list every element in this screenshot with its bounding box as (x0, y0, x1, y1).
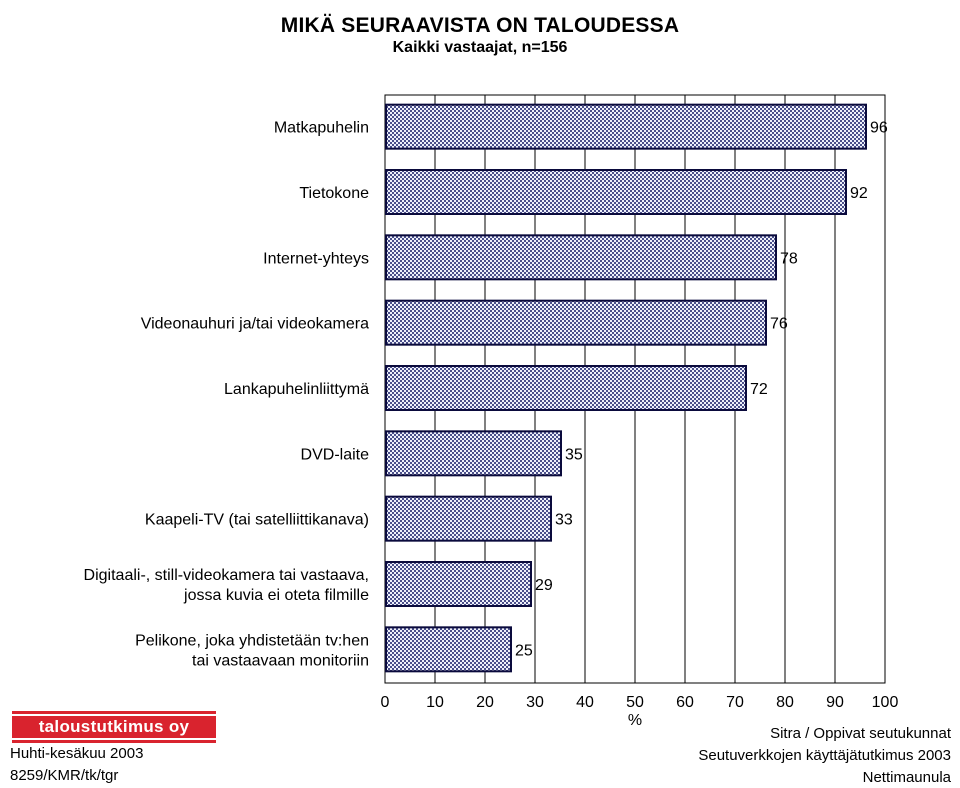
footer-date: Huhti-kesäkuu 2003 (10, 745, 144, 762)
chart-subtitle: Kaikki vastaajat, n=156 (392, 39, 568, 56)
chart-title: MIKÄ SEURAAVISTA ON TALOUDESSA (280, 14, 680, 37)
data-label: 72 (750, 381, 768, 398)
bar (386, 105, 866, 149)
x-tick-label: 40 (576, 694, 594, 711)
x-tick-label: 50 (626, 694, 644, 711)
category-label: Lankapuhelinliittymä (224, 381, 369, 398)
x-tick-label: 60 (676, 694, 694, 711)
data-label: 78 (780, 250, 798, 268)
data-label: 25 (515, 642, 533, 660)
bar (386, 562, 531, 606)
bar (386, 301, 766, 345)
footer-area: Nettimaunula (862, 769, 951, 786)
bar (386, 497, 551, 541)
x-tick-label: 90 (826, 694, 844, 711)
bar (386, 431, 561, 475)
category-label: Matkapuhelin (273, 119, 369, 137)
data-label: 96 (870, 119, 888, 137)
data-label: 29 (535, 577, 553, 594)
x-tick-label: 80 (776, 694, 794, 711)
category-label: Kaapeli-TV (tai satelliittikanava) (144, 511, 369, 529)
category-label: tai vastaavaan monitoriin (192, 652, 369, 670)
x-tick-label: 10 (426, 694, 444, 711)
category-label: Tietokone (299, 185, 369, 202)
x-tick-label: 30 (526, 694, 544, 711)
x-tick-label: 70 (726, 694, 744, 711)
category-labels (84, 120, 370, 670)
category-label: jossa kuvia ei oteta filmille (184, 587, 369, 604)
data-label: 76 (770, 315, 788, 333)
bar (386, 235, 776, 279)
data-label: 33 (555, 511, 573, 529)
x-tick-label: 0 (380, 694, 390, 711)
x-axis (381, 694, 899, 729)
footer-client: Sitra / Oppivat seutukunnat (770, 725, 951, 742)
category-label: DVD-laite (300, 446, 369, 464)
x-tick-label: 20 (476, 694, 494, 711)
bars (386, 105, 866, 672)
footer-code: 8259/KMR/tk/tgr (10, 767, 119, 784)
footer-study: Seutuverkkojen käyttäjätutkimus 2003 (698, 747, 951, 764)
bar (386, 170, 846, 214)
category-label: Videonauhuri ja/tai videokamera (140, 315, 369, 333)
data-label: 35 (565, 446, 583, 464)
x-axis-label: % (627, 712, 643, 729)
bar (386, 627, 511, 671)
x-tick-label: 100 (871, 694, 899, 711)
category-label: Pelikone, joka yhdistetään tv:hen (135, 632, 369, 650)
category-label: Internet-yhteys (263, 250, 369, 268)
category-label: Digitaali-, still-videokamera tai vastaava, (83, 567, 369, 584)
bar (386, 366, 746, 410)
data-label: 92 (850, 185, 868, 202)
company-logo: taloustutkimus oy (12, 711, 216, 743)
